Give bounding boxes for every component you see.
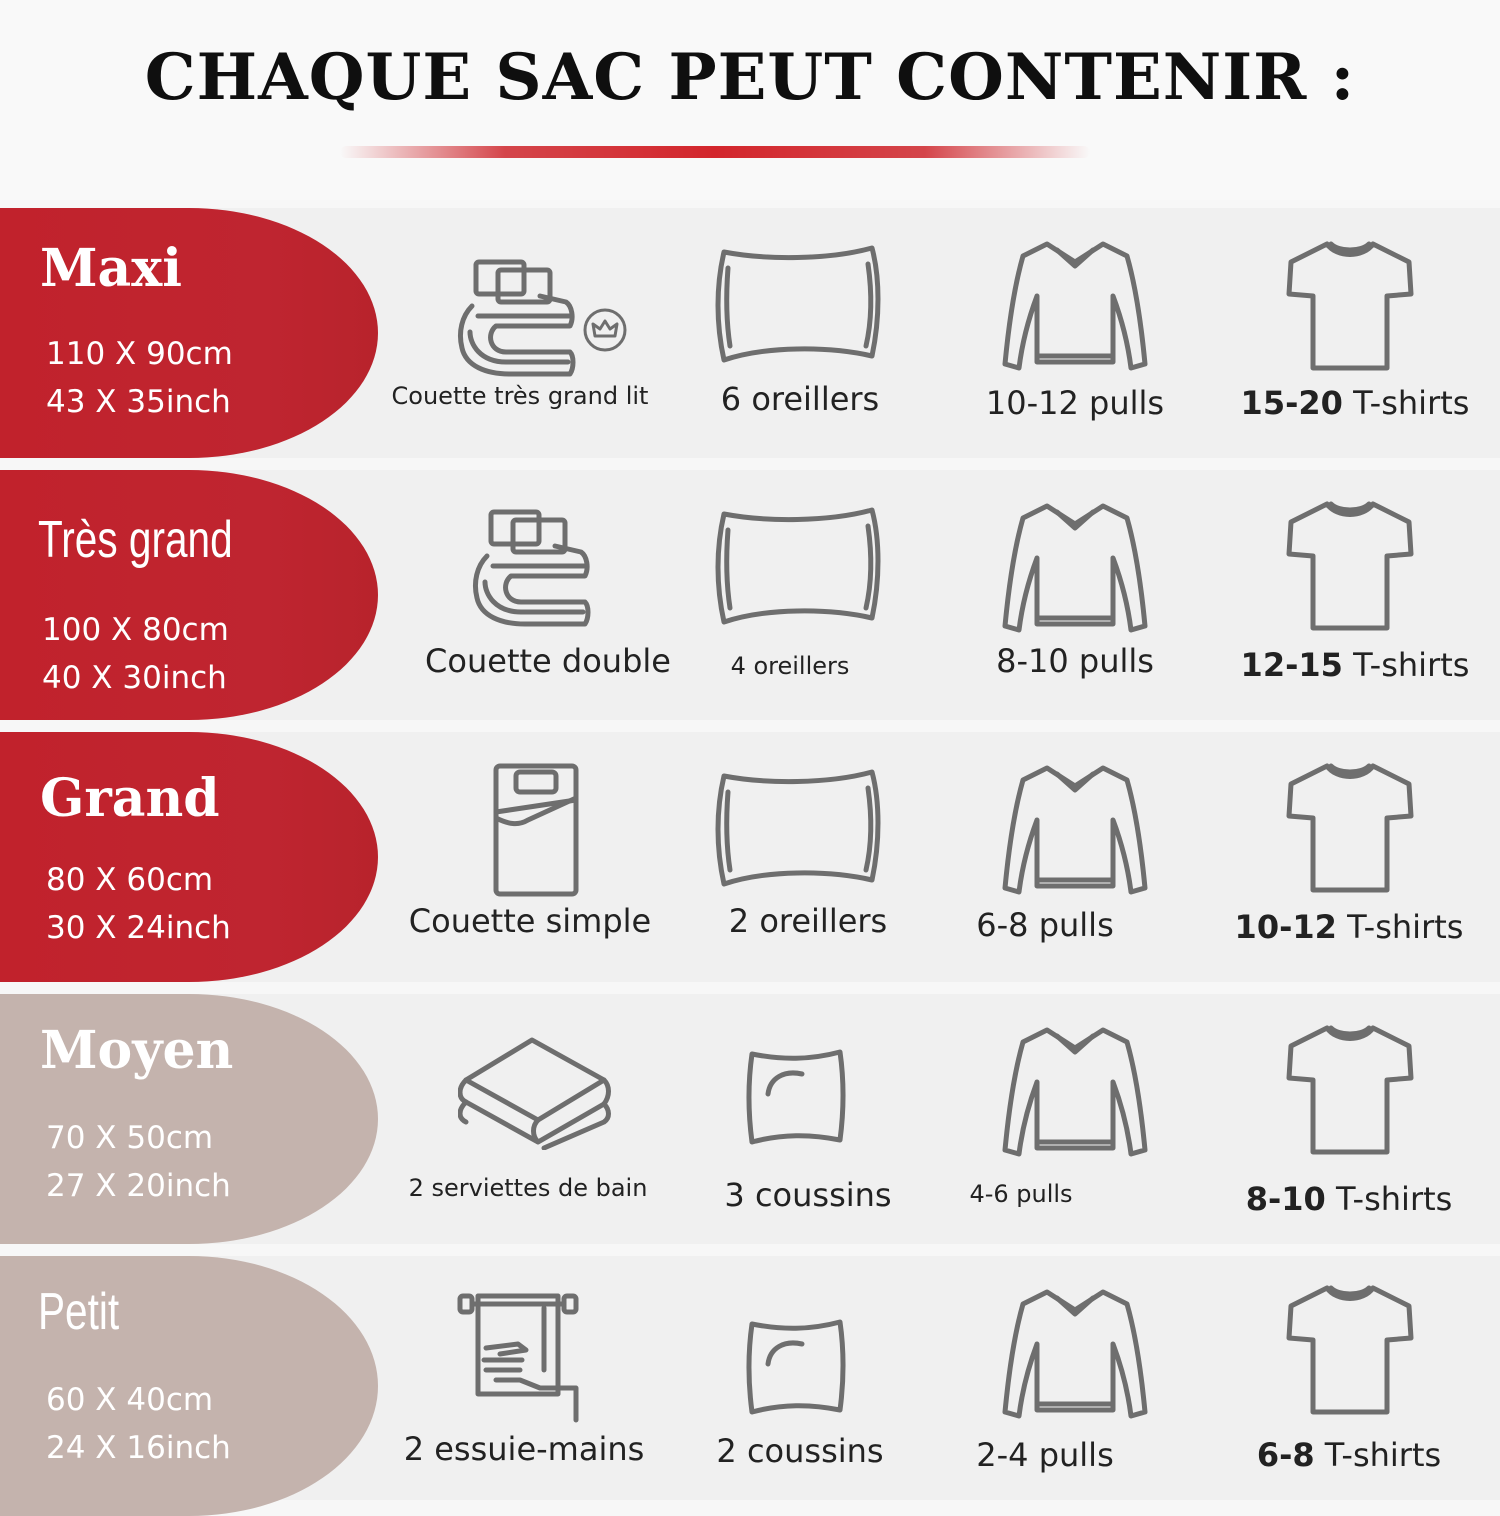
capacity-item-tshirt [1205,732,1500,982]
item-label: 2 coussins [716,1432,884,1470]
capacity-item-duvet [370,732,670,982]
size-dimension-cm: 80 X 60cm [46,862,214,898]
sweater-icon [995,1022,1155,1162]
item-label: 6 oreillers [720,380,880,418]
capacity-item-tshirt [1205,994,1500,1244]
item-unit: T-shirts [1353,646,1470,684]
pillow-icon [710,238,890,368]
capacity-item-pillow [650,470,950,720]
size-row-petit [0,1256,1500,1500]
folded-towels-icon [458,1030,614,1150]
item-label [1199,908,1499,946]
size-dimension-cm: 110 X 90cm [46,336,233,372]
size-row-maxi [0,208,1500,458]
capacity-item-sweater [925,994,1225,1244]
item-label [1205,646,1500,684]
hand-towel-icon [456,1284,580,1424]
tshirt-icon [1283,498,1417,634]
header [0,0,1500,200]
item-label: 6-8 pulls [976,906,1114,944]
capacity-item-tshirt [1205,1256,1500,1506]
size-dimension-inch: 27 X 20inch [46,1168,231,1204]
page-title: CHAQUE SAC PEUT CONTENIR : [144,40,1356,115]
item-count: 6-8 [1256,1436,1315,1474]
pillow-icon [710,500,890,630]
size-dimension-inch: 40 X 30inch [42,660,227,696]
size-row-tres-grand [0,470,1500,720]
size-dimension-inch: 43 X 35inch [46,384,231,420]
tshirt-icon [1283,238,1417,374]
sweater-icon [995,236,1155,376]
item-count: 10-12 [1234,908,1337,946]
title-underline [340,146,1090,158]
capacity-item-sweater [925,470,1225,720]
size-label-panel [0,470,378,720]
capacity-item-pillow [650,732,950,982]
item-label: Couette simple [408,902,652,940]
item-label: 4 oreillers [730,652,850,680]
size-label-panel [0,994,378,1244]
item-label: Couette double [425,642,671,680]
item-label [1199,1180,1499,1218]
item-unit: T-shirts [1353,384,1470,422]
single-bed-icon [488,760,584,900]
size-dimension-cm: 60 X 40cm [46,1382,214,1418]
item-label [1205,384,1500,422]
duvet-stack-crown-icon [450,256,630,381]
size-name: Petit [38,1283,120,1341]
size-label-panel [0,208,378,458]
item-label: 8-10 pulls [996,642,1154,680]
item-count: 12-15 [1240,646,1343,684]
capacity-item-pillow [650,208,950,458]
cushion-icon [744,1044,848,1148]
item-label: 2-4 pulls [976,1436,1114,1474]
item-label [1199,1436,1499,1474]
sweater-icon [995,498,1155,638]
item-label: Couette très grand lit [391,382,649,410]
item-unit: T-shirts [1347,908,1464,946]
size-name: Moyen [40,1020,234,1081]
sweater-icon [995,1284,1155,1424]
capacity-item-towels [370,994,670,1244]
size-dimension-cm: 70 X 50cm [46,1120,214,1156]
size-name: Très grand [38,511,233,569]
capacity-item-sweater [925,732,1225,982]
item-label: 2 serviettes de bain [408,1174,648,1202]
capacity-item-sweater [925,208,1225,458]
size-dimension-inch: 30 X 24inch [46,910,231,946]
item-label: 2 oreillers [728,902,888,940]
size-name: Grand [40,768,220,829]
tshirt-icon [1283,760,1417,896]
size-label-panel [0,732,378,982]
capacity-item-hand-towel [370,1256,670,1506]
item-count: 15-20 [1240,384,1343,422]
capacity-item-duvet [370,208,670,458]
item-count: 8-10 [1245,1180,1326,1218]
item-label: 2 essuie-mains [403,1430,645,1468]
item-label: 10-12 pulls [985,384,1165,422]
sweater-icon [995,760,1155,900]
item-label: 4-6 pulls [969,1180,1073,1208]
duvet-stack-icon [465,506,605,631]
capacity-item-sweater [925,1256,1225,1506]
size-label-panel [0,1256,378,1516]
size-row-grand [0,732,1500,982]
size-dimension-inch: 24 X 16inch [46,1430,231,1466]
size-row-moyen [0,994,1500,1244]
item-label: 3 coussins [724,1176,892,1214]
tshirt-icon [1283,1282,1417,1418]
pillow-icon [710,762,890,892]
tshirt-icon [1283,1022,1417,1158]
size-dimension-cm: 100 X 80cm [42,612,229,648]
capacity-item-duvet [370,470,670,720]
capacity-item-tshirt [1205,470,1500,720]
size-name: Maxi [40,238,183,299]
cushion-icon [744,1314,848,1418]
item-unit: T-shirts [1335,1180,1453,1218]
item-unit: T-shirts [1324,1436,1442,1474]
capacity-item-tshirt [1205,208,1500,458]
